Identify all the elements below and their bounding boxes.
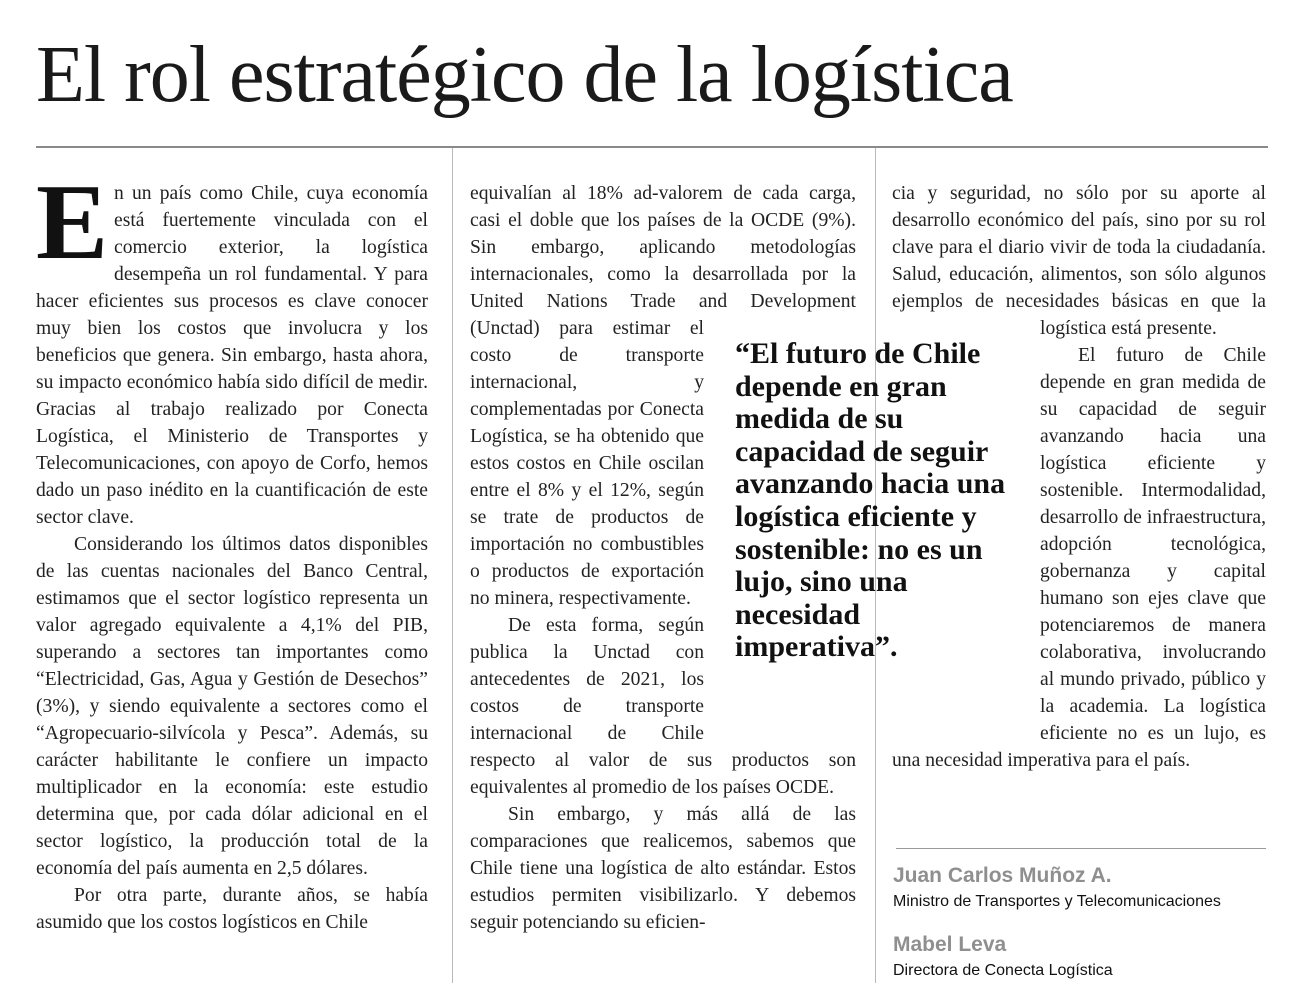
author-name-1: Juan Carlos Muñoz A. [893, 864, 1112, 887]
headline-divider [36, 146, 1268, 148]
author-role-1: Ministro de Transportes y Telecomunicaciones [893, 893, 1221, 910]
paragraph: De esta forma, según publica la Unctad con antecedentes de 2021, los costos de transporte internacional de Chile respecto al valor de sus productos son equivalentes al promedio de los países OCDE. [470, 615, 856, 798]
article-column-1 [36, 163, 428, 936]
paragraph: Sin embargo, y más allá de las comparaciones que realicemos, sabemos que Chile tiene una logística de alto estándar. Estos estudios permiten visibilizarlo. Y debemos seguir potenciando su eficien- [470, 804, 856, 933]
paragraph: Considerando los últimos datos disponibles de las cuentas nacionales del Banco Central, estimamos que el sector logístico representa un valor agregado equivalente a 4,1% del PIB, superando a sectores tan importantes como “Electricidad, Gas, Agua y Gestión de Desechos” (3%), y siendo equivalente a sectores como el “Agropecuario-silvícola y Pesca”. Además, su carácter habilitante le confiere un impacto multiplicador en la economía: este estudio determina que, por cada dólar adicional en el sector logístico, la producción total de la economía del país aumenta en 2,5 dólares. [36, 534, 428, 879]
headline: El rol estratégico de la logística [36, 31, 1013, 119]
author-name-2: Mabel Leva [893, 933, 1007, 956]
paragraph: Por otra parte, durante años, se había asumido que los costos logísticos en Chile [36, 885, 428, 933]
drop-cap: E [36, 163, 109, 282]
paragraph-text: n un país como Chile, cuya economía está fuertemente vinculada con el comercio exterior, la logística desempeña un rol fundamental. Y para hacer eficientes sus procesos es clave conocer muy bien los costos que involucra y los beneficios que genera. Sin embargo, hasta ahora, su impacto económico había sido difícil de medir. Gracias al trabajo realizado por Conecta Logística, el Ministerio de Transportes y Telecomunicaciones, con apoyo de Corfo, hemos dado un paso inédito en la cuantificación de este sector clave. [36, 183, 428, 528]
pull-quote: “El futuro de Chile depende en gran medida de su capacidad de seguir avanzando hacia una logística eficiente y sostenible: no es un lujo, sino una necesidad imperativa”. [735, 337, 1006, 664]
author-role-2: Directora de Conecta Logística [893, 962, 1113, 979]
paragraph-text: equivalían al 18% ad-valorem de cada carga, casi el doble que los países de la OCDE (9%). Sin embargo, aplicando metodologías internacionales, como la desarrollada por la United Nations Trade and Development (Unctad) para estimar el costo de transporte internacional, y complementadas por Conecta Logística, se ha obtenido que estos costos en Chile oscilan entre el 8% y el 12%, según se trate de productos de importación no combustibles o productos de exportación no minera, respectivamente. [470, 183, 856, 609]
signature-divider [896, 848, 1266, 849]
paragraph: El futuro de Chile depende en gran medida de su capacidad de seguir avanzando hacia una logística eficiente y sostenible. Intermodalidad, desarrollo de infraestructura, adopción tecnológica, gobernanza y capital humano son ejes clave que potenciaremos de manera colaborativa, involucrando al mundo privado, público y la academia. La logística eficiente no es un lujo, es una necesidad imperativa para el país. [892, 345, 1266, 771]
column-divider-1 [452, 148, 453, 983]
paragraph [36, 163, 428, 531]
paragraph: cia y seguridad, no sólo por su aporte al desarrollo económico del país, sino por su rol clave para el diario vivir de toda la ciudadanía. Salud, educación, alimentos, son sólo algunos ejemplos de necesidades básicas en que la logística está presente. [892, 183, 1266, 339]
